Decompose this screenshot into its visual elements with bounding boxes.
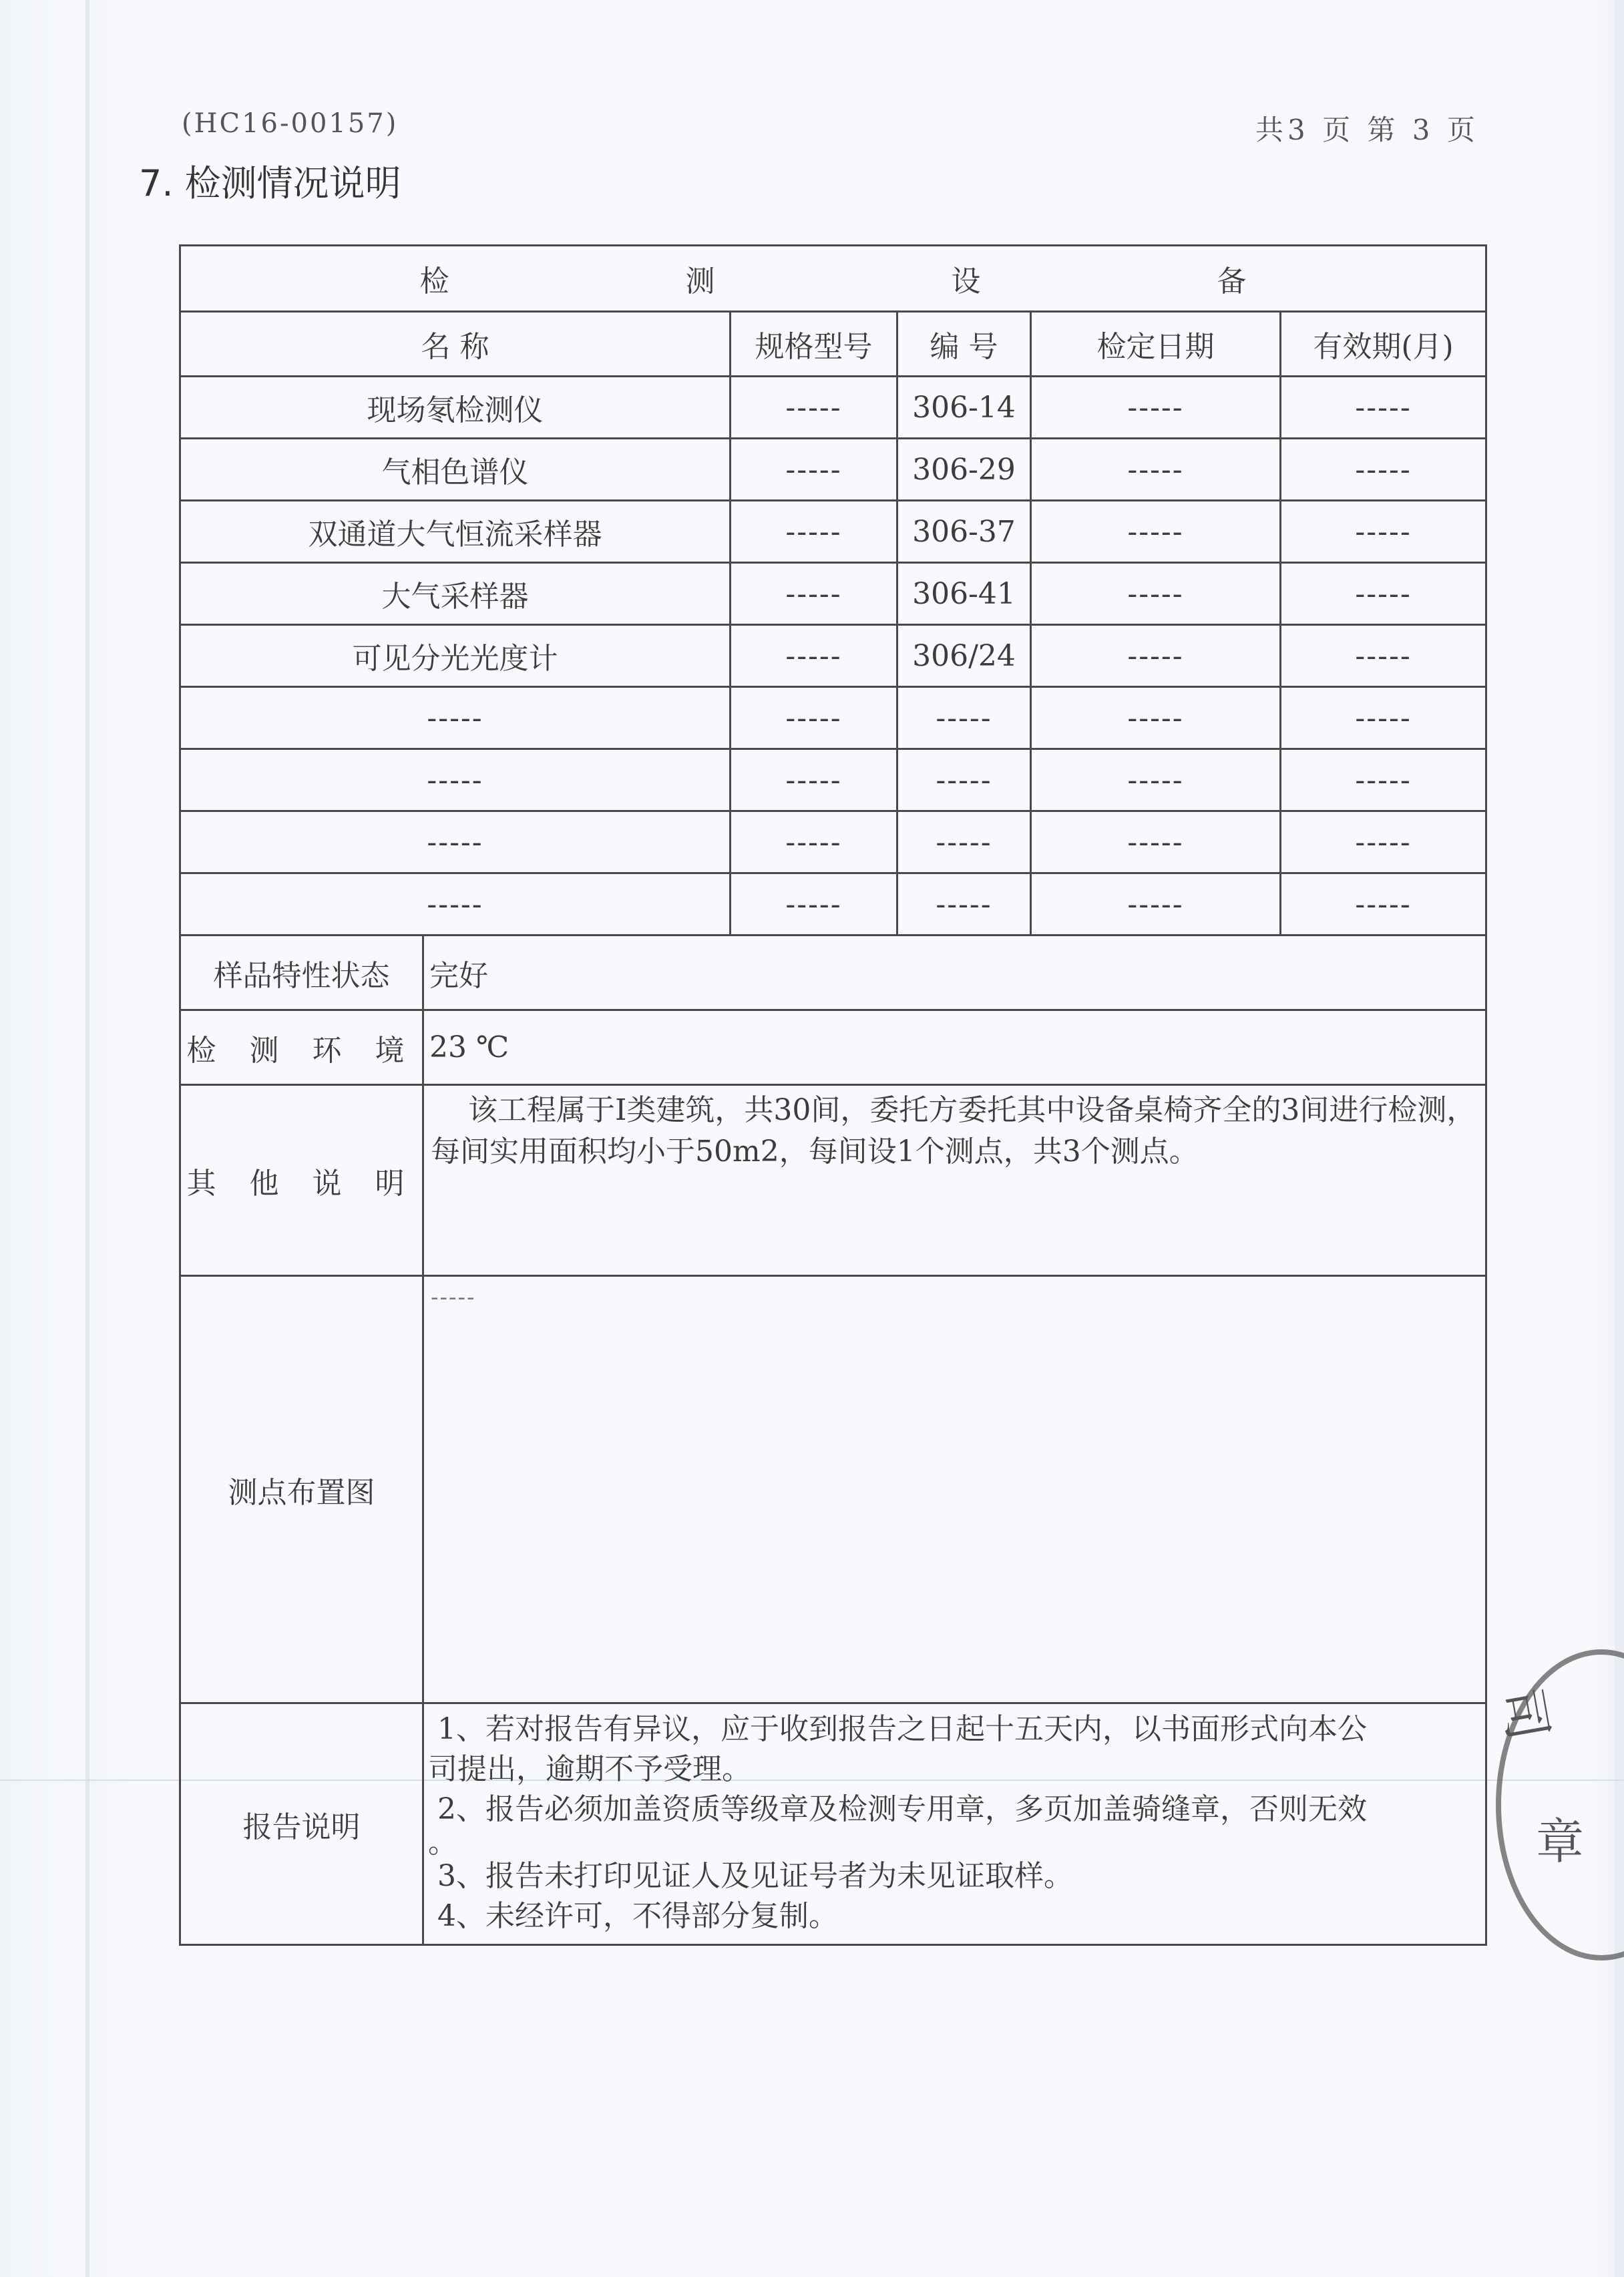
table-row: [180, 811, 1486, 873]
equipment-valid-period: -----: [1281, 625, 1486, 687]
environment-value: 23 ℃: [423, 1010, 1486, 1085]
equipment-number: -----: [897, 687, 1031, 749]
report-note-line: 4、未经许可，不得部分复制。: [437, 1899, 838, 1933]
equipment-model: -----: [731, 501, 897, 563]
page-info: 共3 页 第 3 页: [1255, 114, 1479, 146]
table-row: [180, 687, 1486, 749]
equipment-number: 306-41: [897, 563, 1031, 625]
report-note-line: 2、报告必须加盖资质等级章及检测专用章，多页加盖骑缝章，否则无效: [437, 1792, 1367, 1826]
table-row: [180, 501, 1486, 563]
report-code: (HC16-00157): [182, 108, 399, 139]
equipment-model: -----: [731, 687, 897, 749]
equipment-model: -----: [731, 439, 897, 501]
equipment-verify-date: -----: [1031, 873, 1281, 936]
table-row: [180, 563, 1486, 625]
layout-diagram-area: [423, 1276, 1486, 1703]
equipment-number: -----: [897, 811, 1031, 873]
equipment-name: -----: [180, 749, 731, 811]
sample-state-row: [180, 936, 1486, 1010]
column-header-number: 编 号: [897, 312, 1031, 377]
equipment-name: 双通道大气恒流采样器: [180, 501, 731, 563]
equipment-verify-date: -----: [1031, 439, 1281, 501]
report-note-line: 。: [428, 1826, 457, 1860]
equipment-name: -----: [180, 811, 731, 873]
report-notes-label: 报告说明: [180, 1703, 423, 1945]
equipment-verify-date: -----: [1031, 687, 1281, 749]
equipment-valid-period: -----: [1281, 873, 1486, 936]
column-header-name: 名 称: [180, 312, 731, 377]
equipment-model: -----: [731, 873, 897, 936]
report-note-line: 司提出，逾期不予受理。: [428, 1752, 751, 1786]
section-title: 7. 检测情况说明: [139, 162, 401, 204]
table-row: [180, 873, 1486, 936]
inspection-table: [179, 244, 1487, 1946]
equipment-valid-period: -----: [1281, 439, 1486, 501]
page-edge-left: [85, 0, 89, 2277]
layout-diagram-value: -----: [431, 1284, 476, 1311]
equipment-verify-date: -----: [1031, 501, 1281, 563]
environment-row: [180, 1010, 1486, 1085]
column-header-verify-date: 检定日期: [1031, 312, 1281, 377]
equipment-name: 可见分光光度计: [180, 625, 731, 687]
seal-stamp-text: 司: [1490, 1683, 1559, 1745]
table-row: [180, 377, 1486, 439]
table-row: [180, 749, 1486, 811]
table-row: [180, 625, 1486, 687]
equipment-number: 306/24: [897, 625, 1031, 687]
equipment-number: -----: [897, 749, 1031, 811]
report-notes-body: [423, 1703, 1486, 1945]
equipment-header-row: [180, 312, 1486, 377]
equipment-valid-period: -----: [1281, 563, 1486, 625]
equipment-verify-date: -----: [1031, 377, 1281, 439]
report-notes-row: [180, 1703, 1486, 1945]
column-header-model: 规格型号: [731, 312, 897, 377]
table-row: [180, 439, 1486, 501]
sample-state-label: 样品特性状态: [180, 936, 423, 1010]
other-notes-label: 其 他 说 明: [180, 1085, 423, 1276]
seal-stamp-text: 章: [1536, 1814, 1585, 1870]
equipment-valid-period: -----: [1281, 749, 1486, 811]
equipment-model: -----: [731, 377, 897, 439]
other-notes-row: [180, 1085, 1486, 1276]
column-header-valid-period: 有效期(月): [1281, 312, 1486, 377]
equipment-number: 306-37: [897, 501, 1031, 563]
layout-diagram-row: [180, 1276, 1486, 1703]
equipment-model: -----: [731, 811, 897, 873]
equipment-verify-date: -----: [1031, 749, 1281, 811]
sample-state-value: 完好: [423, 936, 1486, 1010]
equipment-title: 检 测 设 备: [180, 246, 1486, 312]
report-note-line: 1、若对报告有异议，应于收到报告之日起十五天内，以书面形式向本公: [437, 1712, 1367, 1746]
equipment-valid-period: -----: [1281, 811, 1486, 873]
equipment-name: 气相色谱仪: [180, 439, 731, 501]
report-note-line: 3、报告未打印见证人及见证号者为未见证取样。: [437, 1859, 1073, 1893]
other-notes-value: 该工程属于Ⅰ类建筑，共30间，委托方委托其中设备桌椅齐全的3间进行检测，每间实用面积均小于50m2，每间设1个测点，共3个测点。: [423, 1085, 1486, 1276]
equipment-number: 306-14: [897, 377, 1031, 439]
equipment-name: -----: [180, 873, 731, 936]
equipment-verify-date: -----: [1031, 811, 1281, 873]
equipment-model: -----: [731, 563, 897, 625]
equipment-name: -----: [180, 687, 731, 749]
equipment-model: -----: [731, 625, 897, 687]
equipment-verify-date: -----: [1031, 625, 1281, 687]
equipment-number: -----: [897, 873, 1031, 936]
environment-label: 检 测 环 境: [180, 1010, 423, 1085]
equipment-name: 现场氡检测仪: [180, 377, 731, 439]
equipment-valid-period: -----: [1281, 377, 1486, 439]
equipment-valid-period: -----: [1281, 687, 1486, 749]
equipment-number: 306-29: [897, 439, 1031, 501]
equipment-verify-date: -----: [1031, 563, 1281, 625]
equipment-name: 大气采样器: [180, 563, 731, 625]
layout-diagram-label: 测点布置图: [180, 1276, 423, 1703]
equipment-valid-period: -----: [1281, 501, 1486, 563]
equipment-model: -----: [731, 749, 897, 811]
